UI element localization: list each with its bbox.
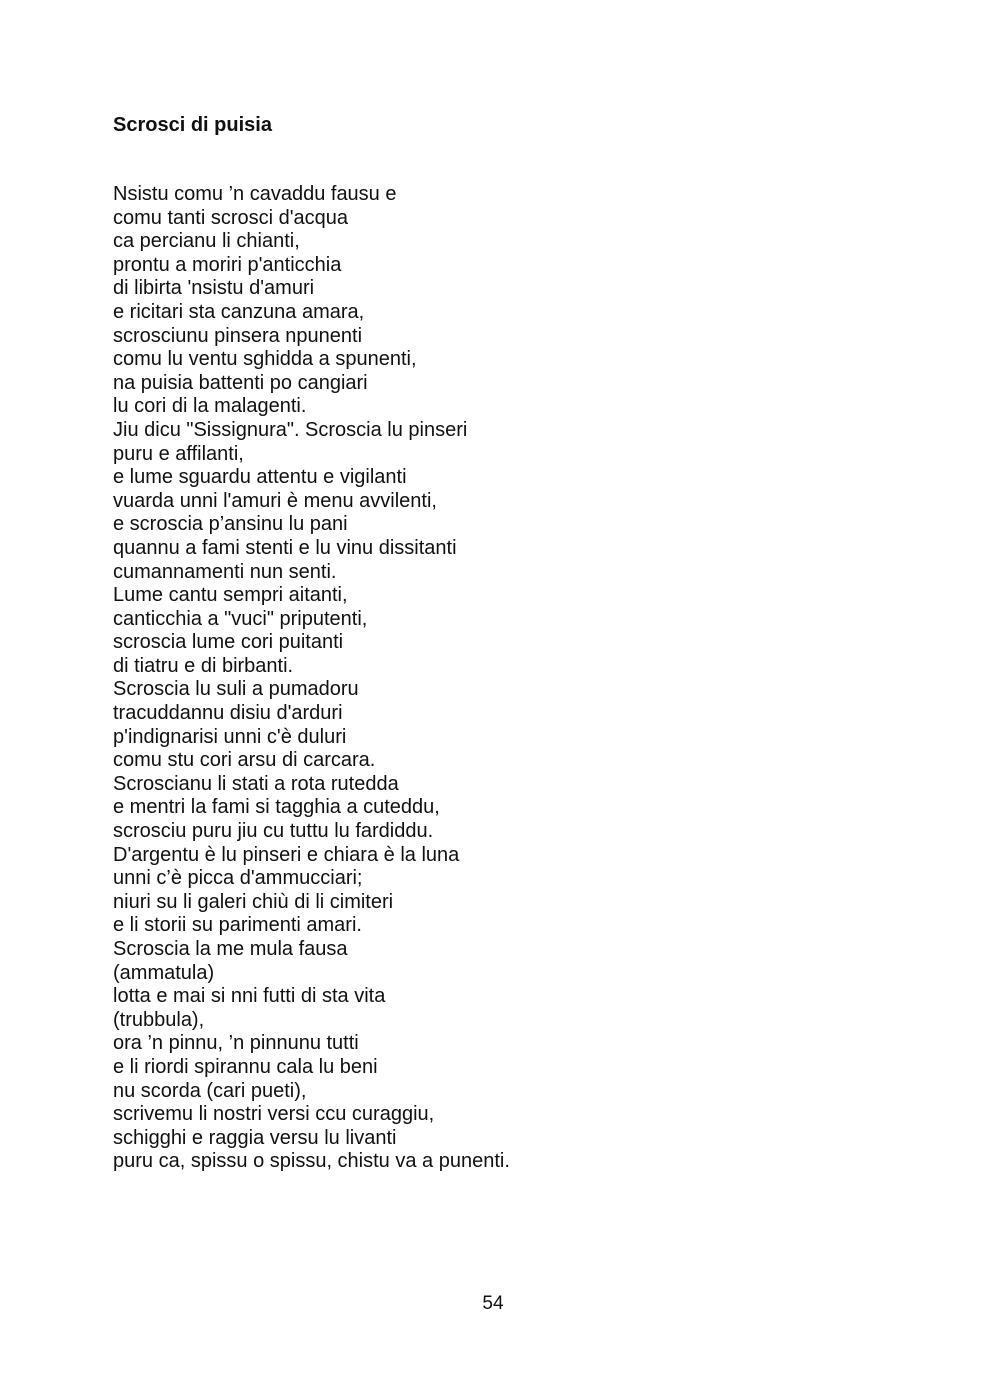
poem-line: e lume sguardu attentu e vigilanti — [113, 466, 407, 489]
poem-line: scrosciunu pinsera npunenti — [113, 324, 363, 347]
poem-title: Scrosci di puisia — [113, 114, 272, 136]
poem-line: puru ca, spissu o spissu, chistu va a punenti. — [113, 1150, 510, 1173]
poem-line: canticchia a "vuci" priputenti, — [113, 607, 368, 630]
poem-line: cumannamenti nun senti. — [113, 560, 337, 583]
poem-line: e li storii su parimenti amari. — [113, 914, 362, 937]
poem-line: (trubbula), — [113, 1008, 205, 1031]
poem-line: Scroscia lu suli a pumadoru — [113, 678, 359, 701]
poem-line: niuri su li galeri chiù di li cimiteri — [113, 890, 394, 913]
poem-line: comu stu cori arsu di carcara. — [113, 749, 376, 772]
poem-line: Nsistu comu ’n cavaddu fausu e — [113, 183, 397, 205]
poem-line: prontu a moriri p'anticchia — [113, 253, 342, 276]
poem-line: ora ’n pinnu, ’n pinnunu tutti — [113, 1032, 359, 1055]
poem-line: lu cori di la malagenti. — [113, 395, 307, 418]
poem-line: schigghi e raggia versu lu livanti — [113, 1126, 397, 1149]
page-number: 54 — [482, 1293, 504, 1314]
poem-line: e scroscia p’ansinu lu pani — [113, 513, 348, 536]
poem-line: na puisia battenti po cangiari — [113, 371, 368, 394]
poem-line: nu scorda (cari pueti), — [113, 1079, 307, 1102]
poem-line: e li riordi spirannu cala lu beni — [113, 1055, 378, 1078]
poem-line: (ammatula) — [113, 961, 215, 984]
poem-line: comu lu ventu sghidda a spunenti, — [113, 348, 417, 371]
poem-line: Scroscia la me mula fausa — [113, 938, 348, 960]
poem-line: e ricitari sta canzuna amara, — [113, 300, 365, 323]
poem-line: di tiatru e di birbanti. — [113, 654, 294, 677]
poem-line: unni c’è picca d'ammucciari; — [113, 867, 363, 890]
poem-line: scrivemu li nostri versi ccu curaggiu, — [113, 1103, 435, 1126]
poem-line: vuarda unni l'amuri è menu avvilenti, — [113, 489, 437, 512]
poem-line: scrosciu puru jiu cu tuttu lu fardiddu. — [113, 820, 434, 843]
poem-line: di libirta 'nsistu d'amuri — [113, 277, 315, 300]
poem-line: Lume cantu sempri aitanti, — [113, 584, 348, 607]
poem-line: Jiu dicu "Sissignura". Scroscia lu pinseri — [113, 418, 468, 441]
poem-line: quannu a fami stenti e lu vinu dissitanti — [113, 536, 457, 559]
poem-line: ca percianu li chianti, — [113, 230, 300, 253]
poem-line: D'argentu è lu pinseri e chiara è la luna — [113, 843, 460, 866]
poem-line: tracuddannu disiu d'arduri — [113, 702, 343, 725]
poem-line: p'indignarisi unni c'è duluri — [113, 725, 347, 748]
poem-line: comu tanti scrosci d'acqua — [113, 206, 349, 229]
poem-line: lotta e mai si nni futti di sta vita — [113, 985, 386, 1008]
poem-body — [113, 183, 873, 1174]
poem-line: e mentri la fami si tagghia a cuteddu, — [113, 796, 440, 819]
poem-line: Scroscianu li stati a rota rutedda — [113, 772, 399, 795]
poem-line: scroscia lume cori puitanti — [113, 631, 344, 654]
poem-line: puru e affilanti, — [113, 442, 244, 465]
